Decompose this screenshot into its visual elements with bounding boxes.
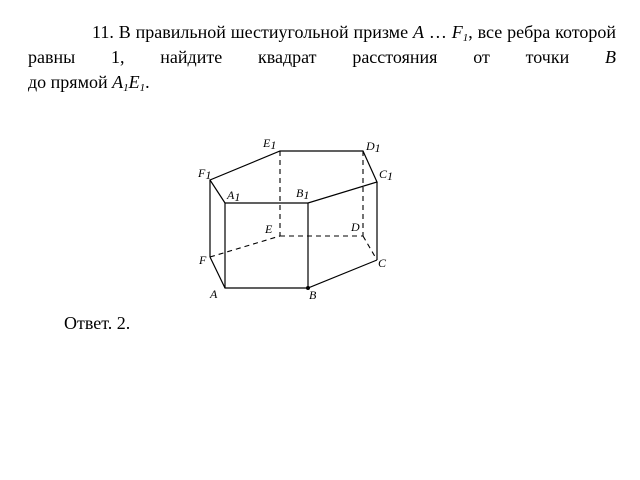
edge-fe	[210, 236, 280, 257]
label-d: D	[351, 220, 360, 234]
problem-statement	[28, 20, 616, 95]
label-b1: B1	[296, 186, 310, 202]
answer	[64, 313, 130, 334]
label-c: C	[378, 256, 387, 270]
label-a1: A1	[227, 188, 241, 204]
label-b: B	[309, 288, 317, 302]
edge-dc	[363, 236, 377, 260]
problem-number: 11.	[92, 22, 114, 42]
answer-value: 2.	[116, 313, 131, 333]
bottom-visible-edges	[210, 257, 377, 288]
hexagonal-prism-figure	[190, 128, 410, 308]
label-a: A	[210, 287, 218, 301]
answer-label: Ответ.	[64, 313, 113, 333]
label-c1: C1	[379, 167, 394, 183]
label-e: E	[265, 222, 273, 236]
problem-line-2: до прямой $A_1E_1$.	[28, 72, 150, 94]
label-d1: D1	[366, 139, 381, 155]
vertex-a: A	[412, 22, 424, 42]
label-f: F	[199, 253, 207, 267]
hidden-edges	[210, 151, 377, 260]
vertex-f1: $F_1$	[451, 22, 469, 44]
problem-line-1: 11. В правильной шестиугольной призме A … $F_1$, все ребра которой равны 1, найдите квадрат расстояния от точки B	[28, 22, 616, 67]
point-b: B	[605, 47, 616, 67]
label-e1: E1	[263, 136, 277, 152]
line-a1e1: $A_1E_1$	[112, 72, 146, 94]
label-f1: F1	[198, 166, 212, 182]
